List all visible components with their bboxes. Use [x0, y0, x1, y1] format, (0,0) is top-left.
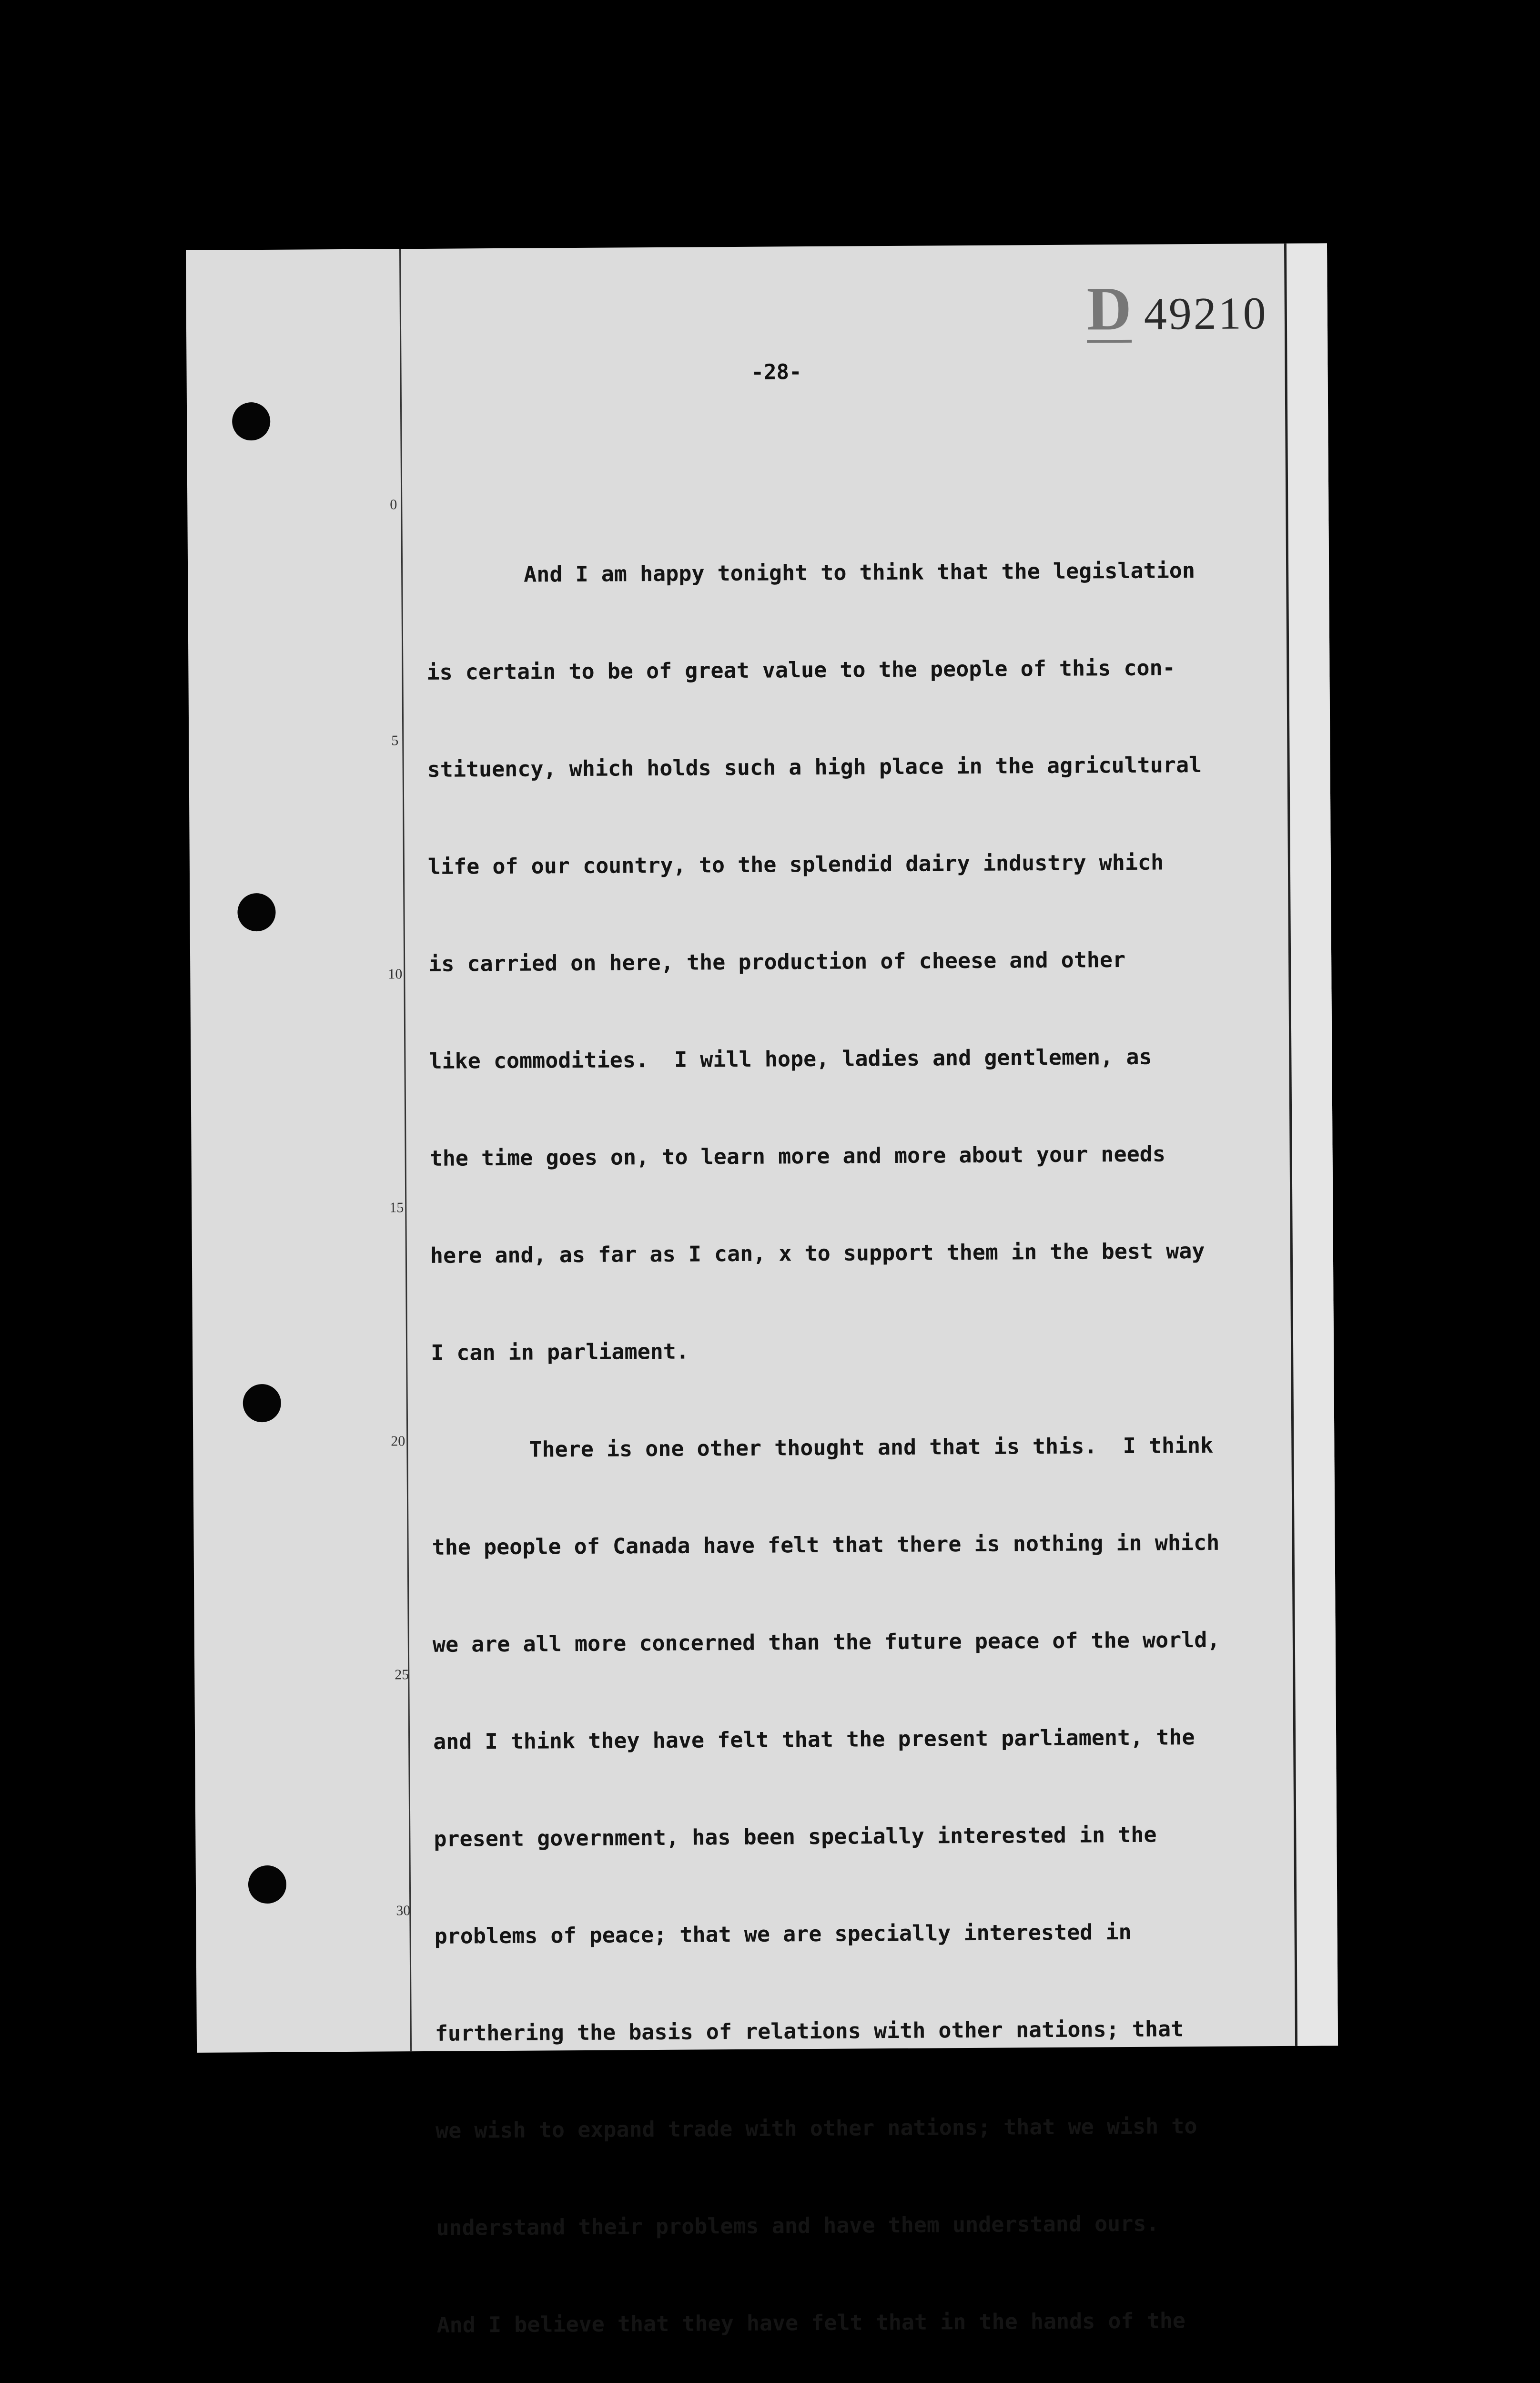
text-line: here and, as far as I can, x to support them in the best way [430, 1238, 1205, 1268]
text-line: we are all more concerned than the future peace of the world, [432, 1627, 1220, 1657]
text-line: is certain to be of great value to the people of this con- [426, 655, 1175, 685]
text-line: the time goes on, to learn more and more about your needs [429, 1141, 1166, 1171]
line-number: 0 [390, 497, 397, 513]
document-stamp [1086, 274, 1268, 344]
text-line: and I think they have felt that the present parliament, the [433, 1724, 1195, 1754]
punch-hole [232, 402, 270, 440]
stamp-letter: D [1086, 274, 1132, 344]
text-line: we wish to expand trade with other nations; that we wish to [435, 2113, 1197, 2143]
line-number: 15 [389, 1200, 404, 1216]
line-number: 10 [388, 966, 403, 982]
punch-hole [237, 893, 275, 931]
text-line: There is one other thought and that is this. I think [529, 1432, 1214, 1462]
line-number: 25 [395, 1667, 409, 1683]
text-line: the people of Canada have felt that there is nothing in which [432, 1529, 1220, 1560]
text-line: I can in parliament. [430, 1338, 689, 1365]
text-line: understand their problems and have them understand ours. [436, 2210, 1159, 2240]
line-number: 30 [396, 1903, 411, 1919]
text-line: furthering the basis of relations with other nations; that [435, 2016, 1184, 2046]
text-line: life of our country, to the splendid dairy industry which [427, 849, 1164, 879]
line-number: 5 [391, 733, 399, 749]
text-line: is carried on here, the production of cheese and other [428, 947, 1126, 977]
punch-hole [243, 1384, 281, 1422]
text-line: present government, has been specially interested in the [434, 1822, 1157, 1852]
stamp-number: 49210 [1144, 287, 1268, 339]
text-line: problems of peace; that we are specially interested in [434, 1919, 1132, 1949]
page-number: -28- [751, 360, 802, 385]
text-line: And I believe that they have felt that in the hands of the [436, 2308, 1186, 2338]
margin-rule [399, 249, 412, 2051]
line-number: 20 [391, 1433, 405, 1449]
typed-text [426, 496, 1311, 2383]
document-page [186, 243, 1338, 2338]
punch-hole [248, 1865, 286, 1904]
text-line: like commodities. I will hope, ladies and gentlemen, as [429, 1044, 1152, 1074]
text-line: And I am happy tonight to think that the legislation [524, 558, 1196, 587]
text-line: stituency, which holds such a high place in the agricultural [427, 752, 1202, 782]
